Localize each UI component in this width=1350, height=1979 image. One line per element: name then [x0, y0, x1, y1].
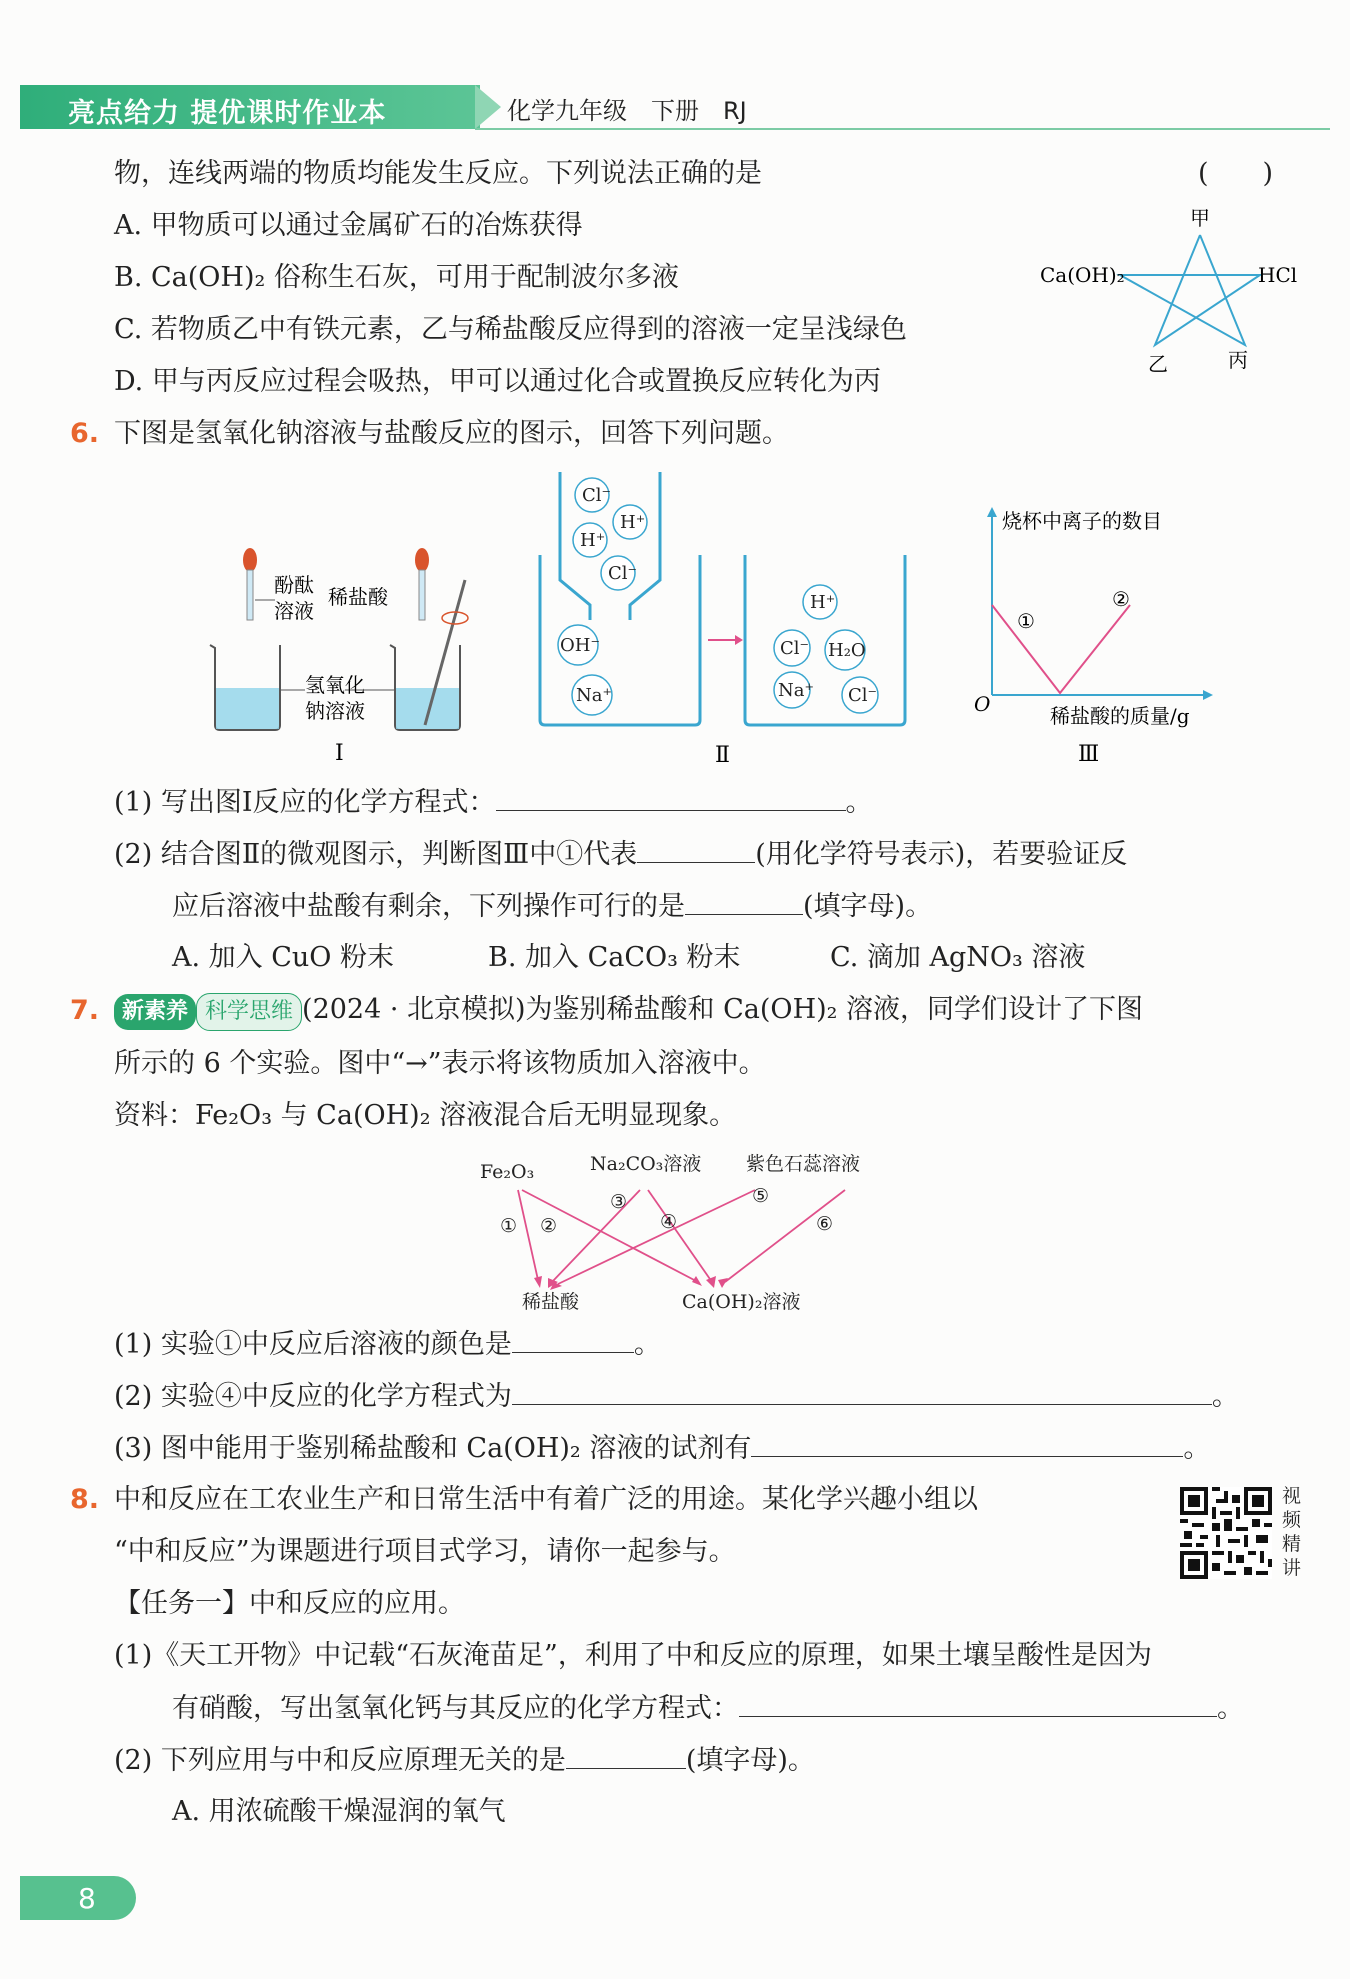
beaker-right: [745, 555, 905, 725]
arrowhead: [534, 1276, 542, 1288]
q7-stem-b: 所示的 6 个实验。图中“→”表示将该物质加入溶液中。: [114, 1048, 766, 1079]
q5-option-a: A. 甲物质可以通过金属矿石的冶炼获得: [114, 210, 583, 241]
y-axis-arrow: [987, 507, 997, 517]
ion-label: Cl⁻: [582, 485, 612, 506]
q6-figure-1: [200, 540, 500, 775]
q7-sub2-end: 。: [1211, 1381, 1239, 1412]
ion-label: Na⁺: [576, 685, 612, 706]
q8-sub1-blank[interactable]: [739, 1690, 1217, 1717]
q7-number: 7.: [70, 995, 100, 1026]
q6-sub2-blank1[interactable]: [637, 836, 755, 863]
q6-figure-3: [960, 505, 1230, 775]
label-naoh-2: 钠溶液: [305, 699, 365, 723]
page-header: [20, 85, 1330, 129]
q7-sub3: [114, 1430, 1210, 1467]
q8-sub1-b: 有硝酸，写出氢氧化钙与其反应的化学方程式：: [172, 1693, 739, 1724]
qr-label: 视频精讲: [1282, 1485, 1302, 1579]
origin-label: O: [974, 692, 991, 716]
line-2-label: ②: [1112, 587, 1130, 611]
q7-sub2: [114, 1378, 1239, 1415]
q7-diagram: [470, 1150, 910, 1320]
reagent-na2co3: Na₂CO₃溶液: [590, 1153, 702, 1175]
arrowhead: [706, 1276, 716, 1288]
q6-number: 6.: [70, 418, 100, 449]
dropper-tube: [247, 570, 253, 620]
q8-number: 8.: [70, 1484, 100, 1515]
diagram-arrows: [518, 1190, 845, 1284]
header-rule: [475, 128, 1330, 130]
x-axis-arrow: [1203, 690, 1213, 700]
arrow-6: [725, 1190, 845, 1282]
q7-sub3-text: (3) 图中能用于鉴别稀盐酸和 Ca(OH)₂ 溶液的试剂有: [114, 1433, 752, 1464]
star-right-label: HCl: [1258, 263, 1298, 287]
beaker-2-liquid: [396, 688, 459, 729]
ion-label: H⁺: [810, 592, 836, 613]
q6-figure-2: [530, 470, 920, 775]
ion-count-lines: [992, 605, 1130, 693]
ion-label: H⁺: [580, 530, 606, 551]
q6-sub2-blank2[interactable]: [685, 888, 803, 915]
figure-1-label: Ⅰ: [335, 741, 344, 766]
tag-new-literacy: 新素养: [114, 994, 196, 1030]
exp-num-6: ⑥: [816, 1213, 834, 1235]
q8-stem-b: “中和反应”为课题进行项目式学习，请你一起参与。: [114, 1536, 736, 1567]
ion-label: H₂O: [828, 640, 866, 661]
q8-sub2-blank[interactable]: [566, 1742, 686, 1769]
exp-num-2: ②: [540, 1215, 558, 1237]
q6-choice-a: A. 加入 CuO 粉末: [172, 942, 395, 973]
q7-sub1-text: (1) 实验①中反应后溶液的颜色是: [114, 1329, 512, 1360]
q8-sub1-a: (1)《天工开物》中记载“石灰淹苗足”，利用了中和反应的原理，如果土壤呈酸性是因为: [114, 1640, 1152, 1671]
dropper-bulb: [243, 548, 257, 572]
transition-arrowhead: [735, 635, 743, 645]
exp-num-1: ①: [500, 1215, 518, 1237]
figure-2-label: Ⅱ: [715, 743, 730, 768]
label-phenol: 酚酞: [274, 573, 314, 597]
label-hcl: 稀盐酸: [328, 585, 388, 609]
q6-stem: 下图是氢氧化钠溶液与盐酸反应的图示，回答下列问题。: [114, 418, 789, 449]
q7-sub1: [114, 1326, 661, 1363]
star-bottom-left-label: 乙: [1148, 352, 1168, 376]
arrowhead: [718, 1278, 728, 1288]
q8-task1: 【任务一】中和反应的应用。: [114, 1588, 465, 1619]
q6-sub2-a: (2) 结合图Ⅱ的微观图示，判断图Ⅲ中①代表: [114, 839, 638, 870]
star-top-label: 甲: [1190, 206, 1210, 230]
header-title: 亮点给力 提优课时作业本: [68, 98, 387, 129]
q6-sub2-line2: [172, 888, 932, 925]
q7-sub3-blank[interactable]: [751, 1430, 1183, 1457]
q6-sub1-text: (1) 写出图Ⅰ反应的化学方程式：: [114, 787, 496, 818]
arrowhead: [692, 1276, 702, 1286]
q5-answer-paren: ( ): [1198, 158, 1274, 189]
q7-stem-a: (2024 · 北京模拟)为鉴别稀盐酸和 Ca(OH)₂ 溶液，同学们设计了下图: [302, 994, 1144, 1025]
star-left-label: Ca(OH)₂: [1040, 263, 1125, 287]
q5-star-diagram: [1040, 205, 1310, 385]
q5-option-c: C. 若物质乙中有铁元素，乙与稀盐酸反应得到的溶液一定呈浅绿色: [114, 314, 907, 345]
q7-sub1-end: 。: [633, 1329, 661, 1360]
label-naoh: 氢氧化: [305, 673, 365, 697]
dropper-tube-2: [419, 570, 425, 620]
q7-sub3-end: 。: [1183, 1433, 1211, 1464]
q6-sub1: [114, 784, 873, 821]
target-hcl: 稀盐酸: [522, 1291, 580, 1313]
q7-note: 资料：Fe₂O₃ 与 Ca(OH)₂ 溶液混合后无明显现象。: [114, 1100, 737, 1131]
ion-label: Cl⁻: [848, 685, 878, 706]
header-arrow: [475, 85, 501, 129]
line-1-label: ①: [1017, 609, 1035, 633]
tag-scientific-thinking: 科学思维: [196, 993, 302, 1031]
q6-choice-c: C. 滴加 AgNO₃ 溶液: [830, 942, 1086, 973]
label-phenol-2: 溶液: [274, 599, 314, 623]
ion-label: H⁺: [620, 512, 646, 533]
exp-num-4: ④: [660, 1211, 678, 1233]
q7-sub2-blank[interactable]: [512, 1378, 1212, 1405]
ion-label: Cl⁻: [608, 563, 638, 584]
x-axis-label: 稀盐酸的质量/g: [1050, 704, 1190, 728]
ion-label: Cl⁻: [780, 638, 810, 659]
q6-choice-b: B. 加入 CaCO₃ 粉末: [488, 942, 741, 973]
y-axis-label: 烧杯中离子的数目: [1002, 509, 1162, 533]
q6-sub1-end: 。: [845, 787, 873, 818]
arrow-1: [518, 1190, 538, 1280]
q8-option-a: A. 用浓硫酸干燥湿润的氧气: [172, 1796, 506, 1827]
q5-option-d: D. 甲与丙反应过程会吸热，甲可以通过化合或置换反应转化为丙: [114, 366, 881, 397]
q6-sub2-d: (填字母)。: [803, 891, 933, 922]
q5-option-b: B. Ca(OH)₂ 俗称生石灰，可用于配制波尔多液: [114, 262, 679, 293]
arrow-5: [558, 1190, 755, 1284]
ion-label: Na⁺: [778, 680, 814, 701]
q5-stem-tail: 物，连线两端的物质均能发生反应。下列说法正确的是: [114, 158, 762, 189]
q6-sub2-line1: [114, 836, 1127, 873]
q6-sub2-b: (用化学符号表示)，若要验证反: [755, 839, 1128, 870]
star-lines: [1120, 235, 1260, 345]
beaker-1-liquid: [216, 688, 279, 729]
q6-sub1-blank[interactable]: [496, 784, 846, 811]
header-subtitle: 化学九年级 下册 RJ: [507, 97, 747, 125]
q8-stem-a: 中和反应在工农业生产和日常生活中有着广泛的用途。某化学兴趣小组以: [114, 1484, 978, 1515]
q8-sub2-a: (2) 下列应用与中和反应原理无关的是: [114, 1745, 566, 1776]
qr-code-icon[interactable]: [1180, 1487, 1272, 1579]
exp-num-5: ⑤: [752, 1185, 770, 1207]
figure-3-label: Ⅲ: [1078, 742, 1100, 767]
q8-sub1-end: 。: [1217, 1693, 1244, 1724]
q8-sub1-line2: [172, 1690, 1244, 1727]
q7-sub2-text: (2) 实验④中反应的化学方程式为: [114, 1381, 512, 1412]
target-caoh2: Ca(OH)₂溶液: [682, 1291, 801, 1313]
q7-stem-line1: [114, 992, 1143, 1031]
reagent-fe2o3: Fe₂O₃: [480, 1161, 535, 1183]
q8-sub2-b: (填字母)。: [685, 1745, 815, 1776]
page-number: 8: [78, 1882, 96, 1915]
star-bottom-right-label: 丙: [1228, 348, 1248, 372]
dropper-bulb-2: [415, 548, 429, 572]
q7-sub1-blank[interactable]: [512, 1326, 634, 1353]
exp-num-3: ③: [610, 1191, 628, 1213]
q8-sub2: [114, 1742, 815, 1779]
reagent-litmus: 紫色石蕊溶液: [746, 1153, 861, 1175]
q6-sub2-c: 应后溶液中盐酸有剩余，下列操作可行的是: [172, 891, 685, 922]
ion-label: OH⁻: [560, 635, 600, 656]
